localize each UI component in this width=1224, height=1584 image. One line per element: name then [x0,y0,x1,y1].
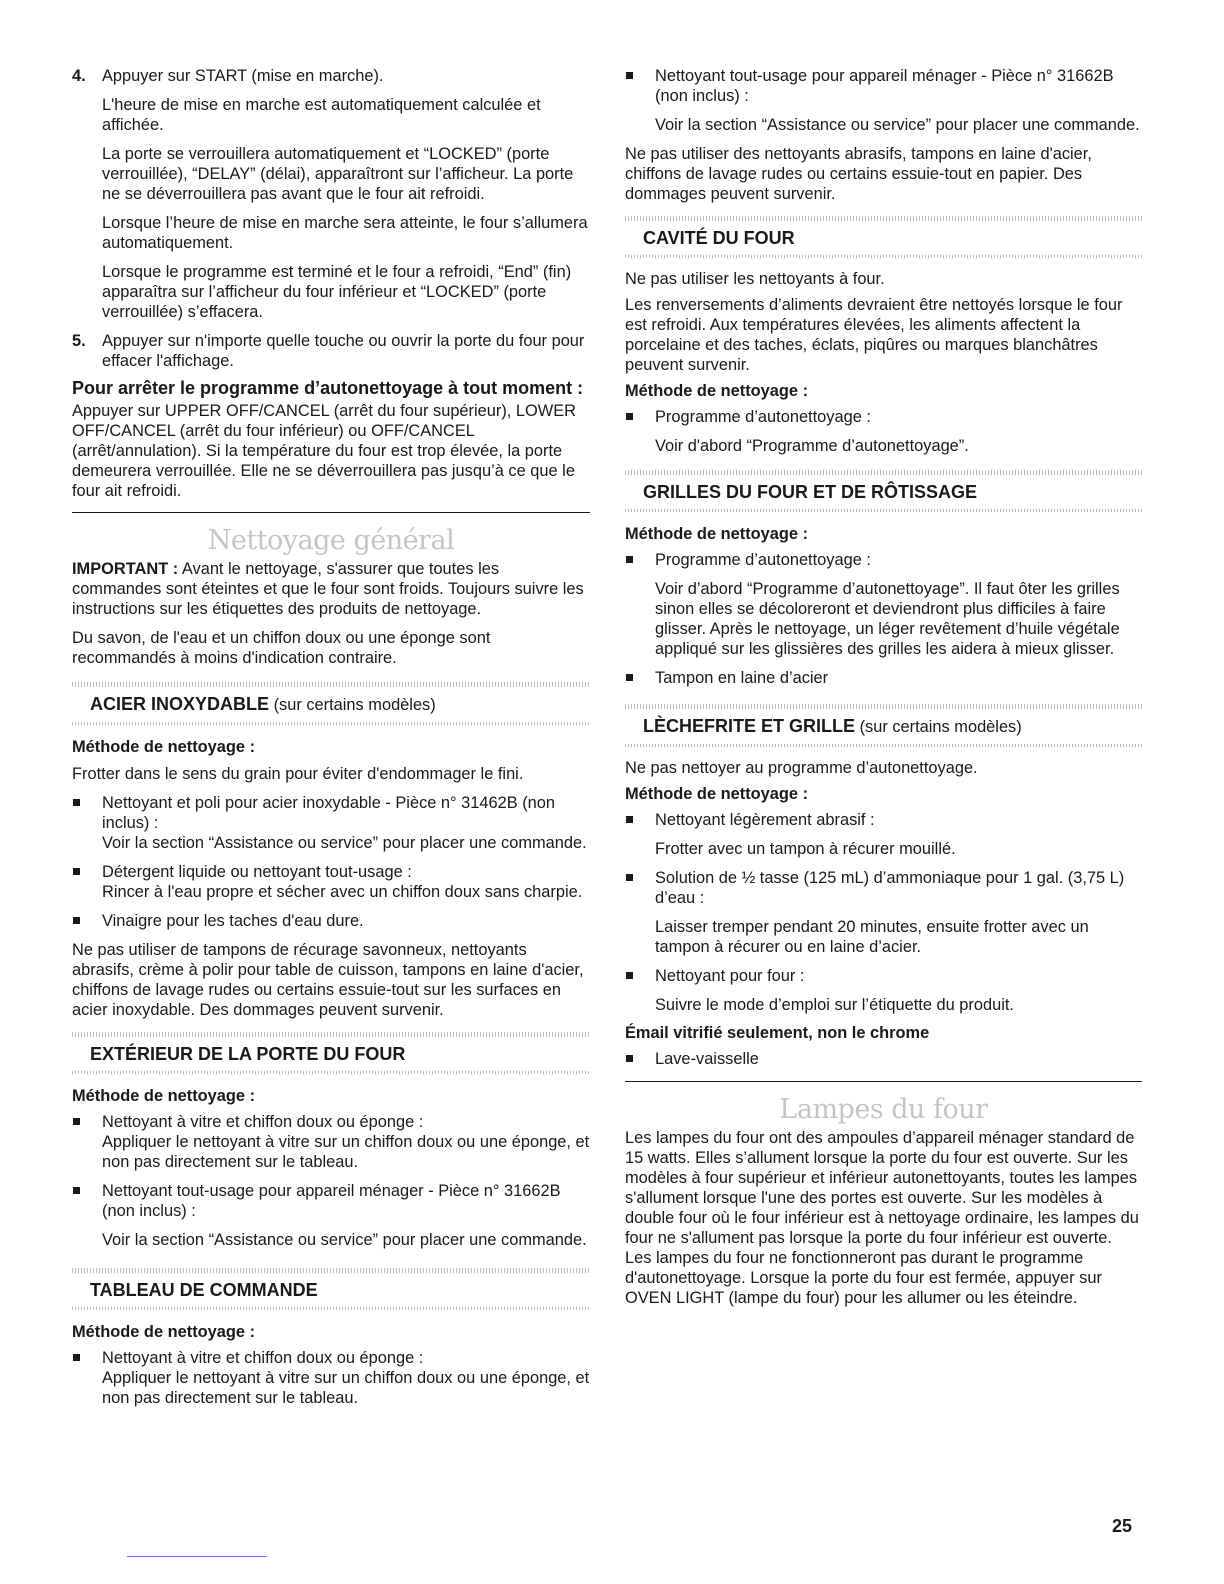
lamps-text: Les lampes du four ont des ampoules d’appareil ménager standard de 15 watts. Elles s’allument lorsque la porte du four est ouverte. Sur les modèles à four supérieur et inférieur autonettoyants, toutes les lampes s'allument lorsque l'une des portes est ouverte. Sur les modèles à double four où le four inférieur est à nettoyage ordinaire, les lampes du four ne s'allument pas lorsque la porte du four inférieur est ouverte. Les lampes du four ne fonctionneront pas durant le programme d'autonettoyage. Lorsque la porte du four est fermée, appuyer sur OVEN LIGHT (lampe du four) pour les allumer ou les éteindre. [625,1129,1139,1307]
list-item [625,66,1142,135]
section-title-general-cleaning: Nettoyage général [207,525,455,556]
list-item-text: Solution de ½ tasse (125 mL) d’ammoniaque pour 1 gal. (3,75 L) d’eau : [655,869,1125,907]
list-item-text: Vinaigre pour les taches d'eau dure. [102,912,364,930]
method-label: Méthode de nettoyage : [72,1323,256,1341]
bullet-icon [626,72,633,79]
heading-door-exterior: EXTÉRIEUR DE LA PORTE DU FOUR [90,1044,406,1064]
list-item-detail: Voir d’abord “Programme d’autonettoyage”. Il faut ôter les grilles sinon elles se décoloreront et deviendront plus difficiles à faire glisser. Après le nettoyage, un léger revêtement d’huile végétale appliqué sur les glissières des grilles les aidera à mieux glisser. [655,580,1120,658]
heading-band [72,1307,590,1310]
step-text: Appuyer sur START (mise en marche). [102,67,384,85]
list-item [625,868,1142,957]
list-item [625,668,1142,688]
list-item [625,550,1142,659]
list-item [72,862,590,902]
list-item [72,1181,590,1250]
list-item [72,1112,590,1172]
important-label: IMPORTANT : [72,560,179,578]
list-item-detail: Rincer à l'eau propre et sécher avec un chiffon doux sans charpie. [102,883,583,901]
heading-band [72,1071,590,1074]
step-4 [72,66,590,322]
list-item [625,407,1142,456]
enamel-heading: Émail vitrifié seulement, non le chrome [625,1024,930,1042]
left-column [72,66,590,1408]
paragraph: Lorsque l’heure de mise en marche sera atteinte, le four s’allumera automatiquement. [102,214,588,252]
list-item-detail: Laisser tremper pendant 20 minutes, ensuite frotter avec un tampon à récurer ou en laine d’acier. [655,918,1089,956]
list-item-text: Nettoyant tout-usage pour appareil ménager - Pièce n° 31662B (non inclus) : [655,67,1114,105]
heading-band [625,216,1142,221]
list-item-detail: Suivre le mode d’emploi sur l’étiquette du produit. [655,996,1014,1014]
bullet-icon [626,1055,633,1062]
list-item-detail: Frotter avec un tampon à récurer mouillé. [655,840,956,858]
bullet-icon [626,874,633,881]
section-title-oven-lamps: Lampes du four [779,1094,988,1125]
list-item-text: Détergent liquide ou nettoyant tout-usage : [102,863,412,881]
list-item-detail: Voir la section “Assistance ou service” pour placer une commande. [102,834,587,852]
important-note [72,559,590,619]
method-label: Méthode de nettoyage : [625,525,809,543]
list-item [625,1049,1142,1069]
important-text: Avant le nettoyage, s'assurer que toutes les commandes sont éteintes et que le four sont froids. Toujours suivre les instructions sur les étiquettes des produits de nettoyage. [72,560,584,618]
list-item-text: Programme d’autonettoyage : [655,408,871,426]
list-item-text: Nettoyant à vitre et chiffon doux ou éponge : [102,1349,424,1367]
method-label: Méthode de nettoyage : [72,738,256,756]
heading-band [625,744,1142,747]
heading-note: (sur certains modèles) [855,718,1022,736]
list-item-detail: Voir la section “Assistance ou service” pour placer une commande. [102,1231,587,1249]
bullet-icon [626,972,633,979]
footer-line [127,1556,267,1557]
bullet-icon [73,799,80,806]
paragraph: La porte se verrouillera automatiquement et “LOCKED” (porte verrouillée), “DELAY” (délai), apparaîtront sur l’afficheur. La porte ne se déverrouillera pas avant que le four ait refroidi. [102,145,574,203]
bullet-icon [73,868,80,875]
heading-broiler-pan [625,715,1142,738]
list-item-detail: Appliquer le nettoyant à vitre sur un chiffon doux ou une éponge, et non pas directement sur le tableau. [102,1133,590,1171]
list-item-detail: Voir d'abord “Programme d’autonettoyage”. [655,437,969,455]
soap-text: Du savon, de l'eau et un chiffon doux ou une éponge sont recommandés à moins d'indication contraire. [72,629,491,667]
bullet-icon [73,1354,80,1361]
heading-band [625,509,1142,512]
list-item-text: Nettoyant à vitre et chiffon doux ou éponge : [102,1113,424,1131]
list-item-text: Nettoyant légèrement abrasif : [655,811,875,829]
bullet-icon [73,1187,80,1194]
heading-band [625,255,1142,258]
list-item-detail: Voir la section “Assistance ou service” pour placer une commande. [655,116,1140,134]
warning-text: Ne pas utiliser de tampons de récurage savonneux, nettoyants abrasifs, crème à polir pour table de cuisson, tampons en laine d'acier, chiffons de lavage rudes ou certains essuie-tout sur les surfaces en acier inoxydable. Des dommages peuvent survenir. [72,941,584,1019]
right-column [625,66,1142,1308]
list-item-text: Programme d’autonettoyage : [655,551,871,569]
list-item [72,911,590,931]
bullet-icon [73,1118,80,1125]
list-item-text: Nettoyant et poli pour acier inoxydable - Pièce n° 31462B (non inclus) : [102,794,556,832]
paragraph: Ne pas nettoyer au programme d’autonettoyage. [625,759,978,777]
heading-stainless-steel [72,693,590,716]
step-number: 4. [72,67,86,85]
heading-control-panel: TABLEAU DE COMMANDE [90,1280,318,1300]
method-label: Méthode de nettoyage : [625,382,809,400]
warning-text: Ne pas utiliser des nettoyants abrasifs, tampons en laine d'acier, chiffons de lavage rudes ou certains essuie-tout en papier. Des dommages peuvent survenir. [625,145,1092,203]
list-item [625,810,1142,859]
heading-band [72,722,590,725]
heading-oven-cavity: CAVITÉ DU FOUR [643,228,795,248]
heading-band [625,470,1142,475]
heading-band [625,704,1142,709]
list-item [625,966,1142,1015]
heading-text: ACIER INOXYDABLE [90,694,270,714]
paragraph: Ne pas utiliser les nettoyants à four. [625,270,885,288]
divider [625,1081,1142,1082]
method-label: Méthode de nettoyage : [625,785,809,803]
list-item-detail: Appliquer le nettoyant à vitre sur un chiffon doux ou une éponge, et non pas directement sur le tableau. [102,1369,590,1407]
heading-note: (sur certains modèles) [269,696,436,714]
step-5 [72,331,590,371]
heading-band [72,1032,590,1037]
divider [72,512,590,513]
list-item [72,1348,590,1408]
stop-heading: Pour arrêter le programme d’autonettoyage à tout moment : [72,378,584,398]
bullet-icon [626,816,633,823]
paragraph: Frotter dans le sens du grain pour éviter d'endommager le fini. [72,765,524,783]
heading-band [72,682,590,687]
heading-text: LÈCHEFRITE ET GRILLE [643,716,856,736]
bullet-icon [626,674,633,681]
page-number: 25 [1112,1516,1133,1536]
method-label: Méthode de nettoyage : [72,1087,256,1105]
paragraph: Lorsque le programme est terminé et le four a refroidi, “End” (fin) apparaîtra sur l’afficheur du four inférieur et “LOCKED” (porte verrouillée) s’effacera. [102,263,572,321]
paragraph: L'heure de mise en marche est automatiquement calculée et affichée. [102,96,541,134]
stop-text: Appuyer sur UPPER OFF/CANCEL (arrêt du four supérieur), LOWER OFF/CANCEL (arrêt du four inférieur) ou OFF/CANCEL (arrêt/annulation). Si la température du four est trop élevée, la porte demeurera verrouillée. Elle ne se déverrouillera pas jusqu’à ce que le four ait refroidi. [72,402,577,500]
list-item-text: Nettoyant pour four : [655,967,805,985]
list-item-text: Nettoyant tout-usage pour appareil ménager - Pièce n° 31662B (non inclus) : [102,1182,561,1220]
list-item-text: Tampon en laine d’acier [655,669,829,687]
step-number: 5. [72,332,86,350]
paragraph: Les renversements d’aliments devraient être nettoyés lorsque le four est refroidi. Aux températures élevées, les aliments affectent la porcelaine et des taches, éclats, piqûres ou marques blanchâtres peuvent survenir. [625,296,1123,374]
heading-oven-racks: GRILLES DU FOUR ET DE RÔTISSAGE [643,482,978,502]
heading-band [72,1268,590,1273]
bullet-icon [626,413,633,420]
list-item [72,793,590,853]
step-text: Appuyer sur n'importe quelle touche ou ouvrir la porte du four pour effacer l'affichage. [102,332,585,370]
bullet-icon [73,917,80,924]
bullet-icon [626,556,633,563]
list-item-text: Lave-vaisselle [655,1050,759,1068]
